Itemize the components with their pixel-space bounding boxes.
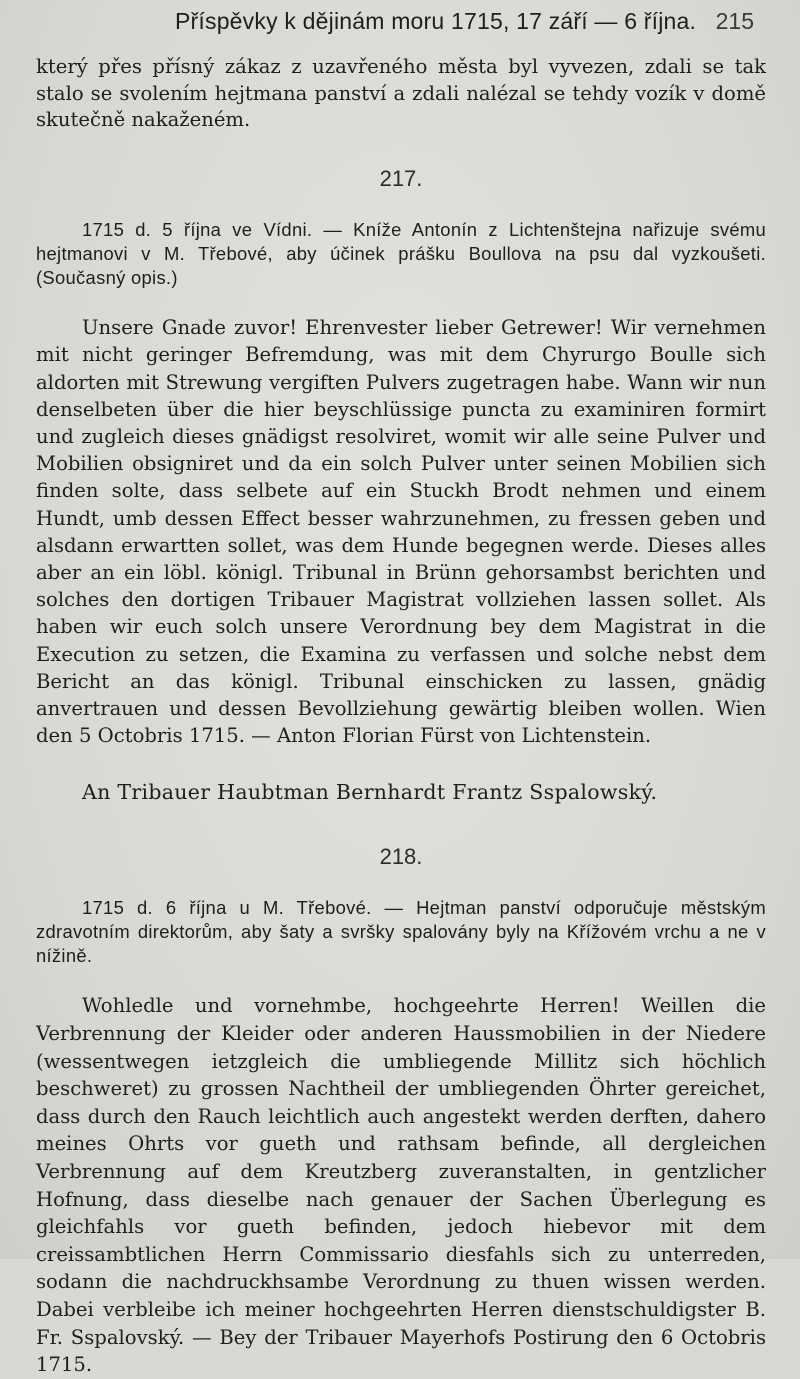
- main-text: [36, 54, 766, 1379]
- document-number: 217.: [379, 165, 423, 191]
- continuation-paragraph: který přes přísný zákaz z uzavřeného města byl vyvezen, zdali se tak stalo se svolením hejtmana panství a zdali nalézal se tehdy vozík v domě skutečně nakaženém.: [36, 55, 766, 131]
- page-number: 215: [715, 8, 754, 34]
- document-text: Wohledle und vornehmbe, hochgeehrte Herren! Weillen die Verbrennung der Kleider oder anderen Haussmobilien in der Niedere (wessentwegen ietzgleich die umbliegende Millitz sich höchlich beschweret) zu grossen Nachtheil der umbliegenden Öhrter gereichet, dass durch den Rauch leichtlich auch angestekt werden derften, dahero meines Ohrts vor gueth und rathsam befinde, all dergleichen Verbrennung auf dem Kreutzberg zuveranstalten, in gentzlicher Hofnung, dass dieselbe nach genauer der Sachen Überlegung es gleichfahls vor gueth befinden, jedoch hiebevor mit dem creissambtlichen Herrn Commissario diesfahls sich zu unterreden, sodann die nachdruckhsambe Verordnung zu thuen wissen werden. Dabei verbleibe ich meiner hochgeehrten Herren dienstschuldigster B. Fr. Sspalovský. — Bey der Tribauer Mayerhofs Postirung den 6 Octobris 1715.: [36, 994, 766, 1377]
- document-number: 218.: [379, 843, 423, 869]
- document-summary: 1715 d. 6 října u M. Třebové. — Hejtman panství odporučuje městským zdravotním direktorům, aby šaty a svršky spalovány byly na Křížovém vrchu a ne v nížině.: [36, 896, 766, 967]
- document-text: Unsere Gnade zuvor! Ehrenvester lieber Getrewer! Wir vernehmen mit nicht geringer Befremdung, was mit dem Chyrurgo Boulle sich aldorten mit Strewung vergiften Pulvers zugetragen habe. Wann wir nun denselbeten über die hier beyschlüssige puncta zu examiniren formirt und zugleich dieses gnädigst resolviret, womit wir alle seine Pulver und Mobilien obsigniret und da ein solch Pulver unter seinen Mobilien sich finden solte, dass selbete auf ein Stuckh Brodt nehmen und einem Hundt, umb dessen Effect besser wahrzunehmen, zu fressen geben und alsdann erwartten sollet, was dem Hunde begegnen werde. Dieses alles aber an ein löbl. königl. Tribunal in Brünn gehorsambst berichten und solches den dortigen Tribauer Magistrat vollziehen lassen sollet. Als haben wir euch solch unsere Verordnung bey dem Magistrat in die Execution zu setzen, die Examina zu verfassen und solche nebst dem Bericht an das königl. Tribunal einschicken zu lassen, gnädig anvertrauen und dessen Bevollziehung gewärtig bleiben wollen. Wien den 5 Octobris 1715. — Anton Florian Fürst von Lichtenstein.: [36, 316, 766, 748]
- document-address: An Tribauer Haubtman Bernhardt Frantz Sspalowský.: [82, 780, 658, 805]
- document-summary: 1715 d. 5 října ve Vídni. — Kníže Antonín z Lichtenštejna nařizuje svému hejtmanovi v M. Třebové, aby účinek prášku Boullova na psu dal vyzkoušeti. (Současný opis.): [36, 218, 766, 288]
- running-title: Příspěvky k dějinám moru 1715, 17 září — 6 října.: [175, 8, 697, 34]
- page-header: [0, 6, 800, 40]
